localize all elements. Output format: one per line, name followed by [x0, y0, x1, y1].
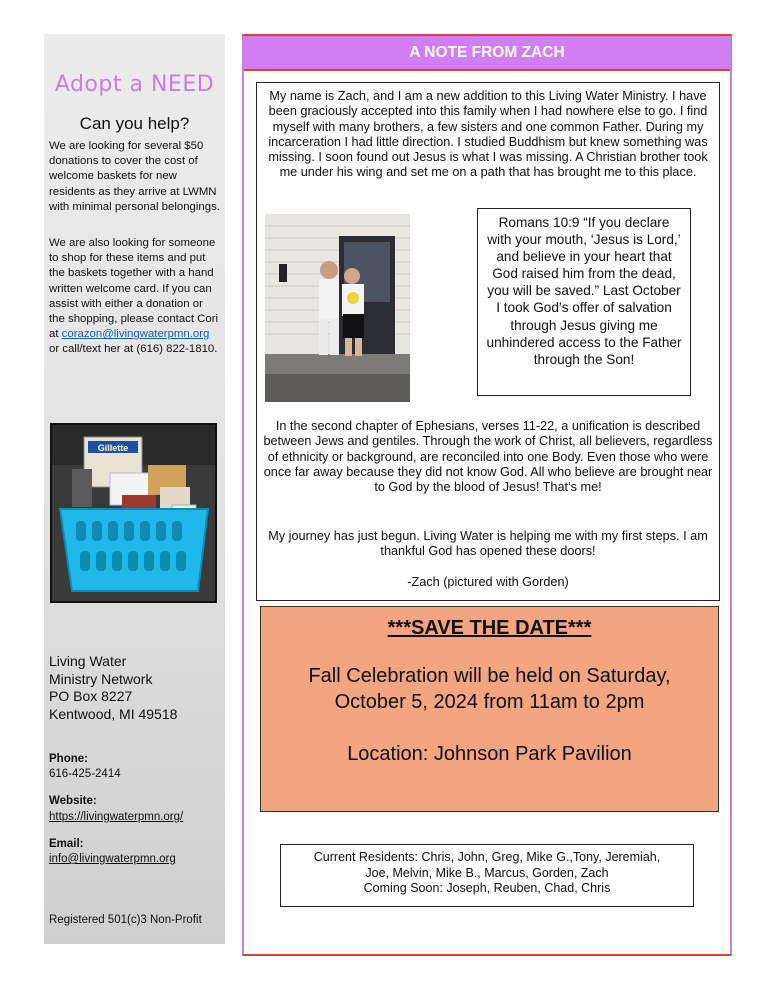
save-the-date-line-1: Fall Celebration will be held on Saturday, — [308, 665, 671, 687]
save-the-date-line-2: October 5, 2024 from 11am to 2pm — [334, 691, 645, 713]
gillette-label: Gillette — [97, 443, 129, 453]
residents-line-2: Joe, Melvin, Mike B., Marcus, Gorden, Zach — [365, 865, 609, 880]
address-line-4: Kentwood, MI 49518 — [49, 705, 178, 722]
residents-line-3: Coming Soon: Joseph, Reuben, Chad, Chris — [363, 881, 611, 895]
save-the-date-location: Location: Johnson Park Pavilion — [347, 743, 632, 765]
nonprofit-status: Registered 501(c)3 Non-Profit — [49, 914, 202, 926]
phone-number: 616-425-2414 — [49, 768, 121, 780]
romans-verse-box: Romans 10:9 “If you declare with your mouth, ‘Jesus is Lord,’ and believe in your heart that God raised him from the dead, you will be saved.” Last October I took God’s offer of salvation through Jesus giving me unhindered access to the Father through the Son! — [477, 208, 691, 396]
sidebar — [44, 34, 225, 944]
journey-paragraph: My journey has just begun. Living Water is helping me with my first steps. I am thankful God has opened these doors! — [268, 529, 708, 559]
shopping-request-body: We are also looking for someone to shop for these items and put the baskets together with a hand written welcome card. If you can assist with either a donation or the shopping, please contact Cori at — [49, 237, 219, 341]
zach-and-gorden-photo — [265, 214, 410, 402]
shopping-request-phone: or call/text her at (616) 822-1810. — [49, 343, 218, 356]
residents-line-1: Current Residents: Chris, John, Greg, Mike G.,Tony, Jeremiah, — [313, 850, 661, 864]
welcome-basket-illustration — [52, 425, 215, 601]
mailing-address — [49, 653, 221, 723]
adopt-a-need-title: Adopt a NEED — [54, 72, 215, 97]
photo-illustration — [265, 214, 410, 402]
email-link[interactable]: info@livingwaterpmn.org — [49, 853, 176, 865]
residents-box — [280, 844, 694, 907]
address-line-2: Ministry Network — [49, 670, 153, 687]
note-banner: A NOTE FROM ZACH — [244, 36, 730, 71]
donation-request-text: We are looking for several $50 donations to cover the cost of welcome baskets for new residents as they arrive at LWMN with minimal personal belongings. — [49, 140, 220, 213]
main-frame — [242, 34, 732, 956]
shopping-request-text — [49, 236, 221, 358]
note-from-zach — [256, 82, 720, 601]
phone-label: Phone: — [49, 753, 88, 765]
website-link[interactable]: https://livingwaterpmn.org/ — [49, 811, 184, 823]
website-label: Website: — [49, 795, 97, 807]
can-you-help-subtitle: Can you help? — [79, 114, 190, 133]
save-the-date-title: ***SAVE THE DATE*** — [387, 617, 592, 639]
ephesians-paragraph: In the second chapter of Ephesians, verses 11-22, a unification is described between Jews and gentiles. Through the work of Christ, all believers, regardless of ethnicity or background, are reconciled into one Body. Even those who were once far away because they did not know God. All who believe are brought near to God by the blood of Jesus! That’s me! — [263, 419, 713, 495]
save-the-date-box — [260, 606, 719, 812]
address-line-3: PO Box 8227 — [49, 688, 133, 704]
cori-email-link[interactable]: corazon@livingwaterpmn.org — [61, 328, 210, 341]
note-signature: -Zach (pictured with Gorden) — [407, 575, 569, 589]
email-label: Email: — [49, 838, 84, 850]
address-line-1: Living Water — [49, 653, 127, 669]
note-intro-paragraph: My name is Zach, and I am a new addition to this Living Water Ministry. I have been graciously accepted into this family when I had nowhere else to go. I find myself with many brothers, a few sisters and one common Father. During my incarceration I had little direction. I studied Buddhism but knew something was missing. I soon found out Jesus is what I was missing. A Christian brother took me under his wing and set me on a path that has brought me to this place. — [268, 89, 708, 180]
welcome-basket-photo — [50, 423, 217, 603]
